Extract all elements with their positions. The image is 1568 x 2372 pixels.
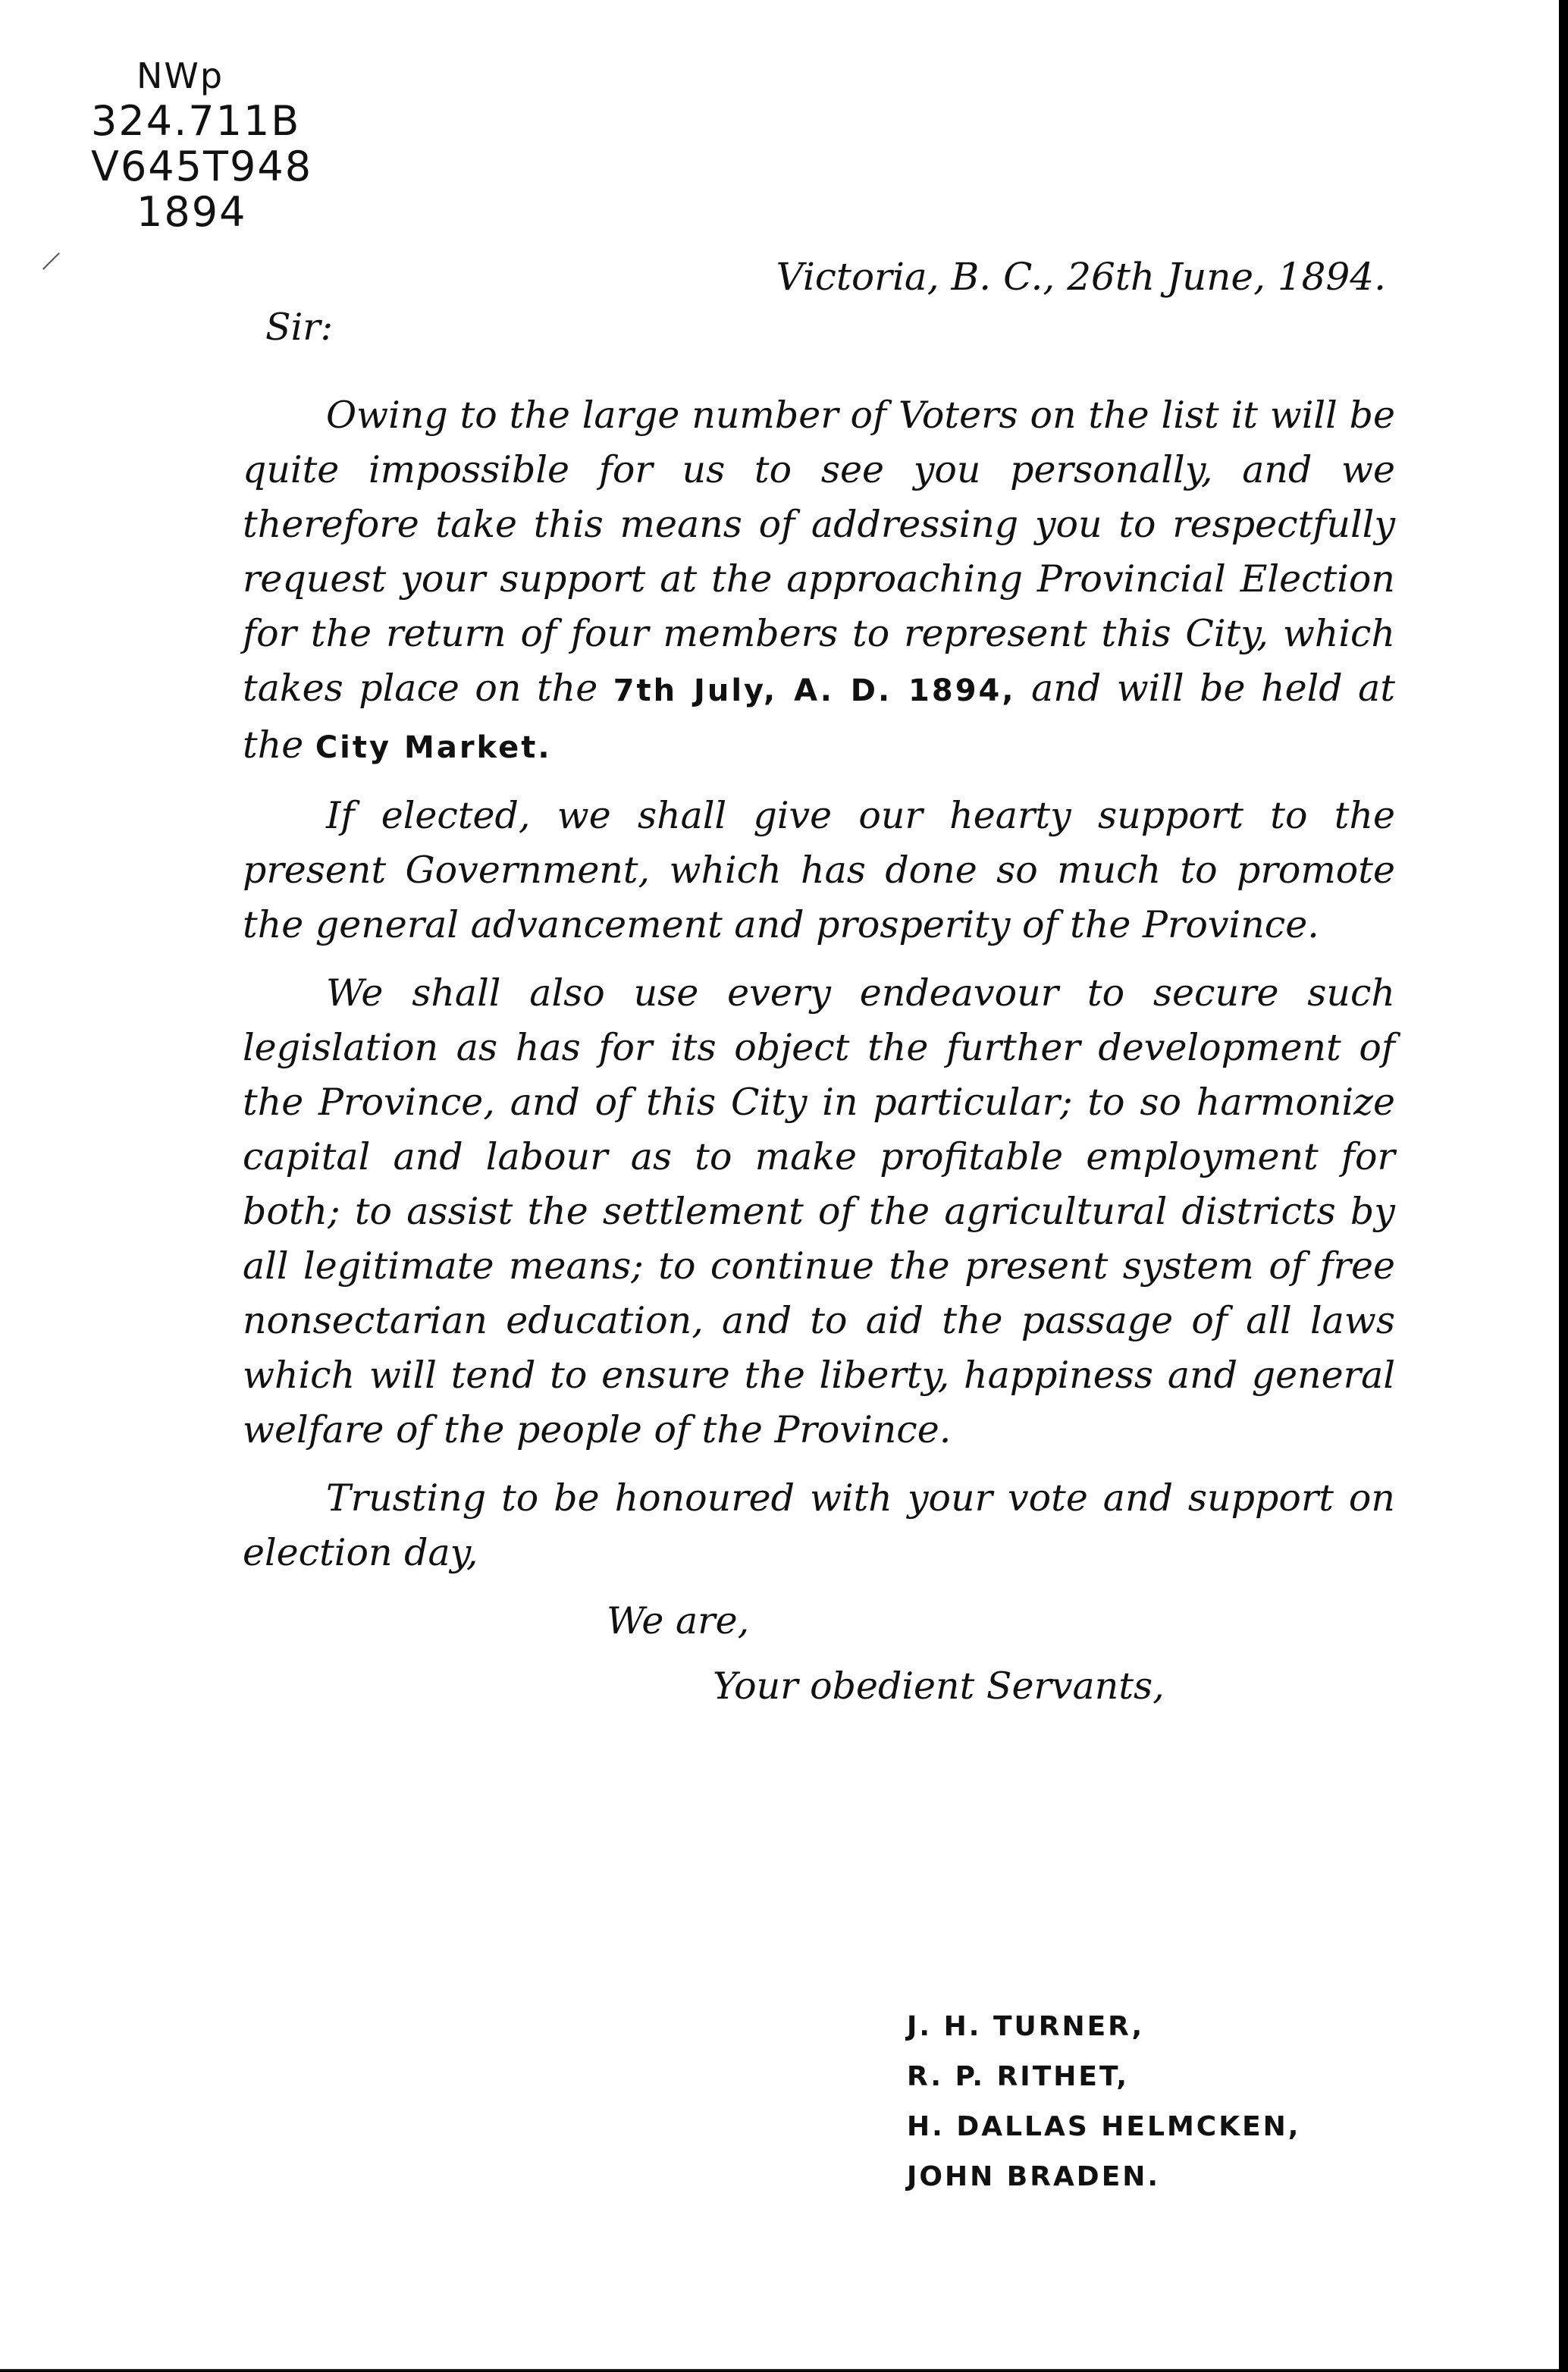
catalog-note-line: NWp bbox=[136, 55, 224, 96]
closing-we-are: We are, bbox=[607, 1599, 750, 1643]
letter-paragraph: If elected, we shall give our hearty support to the present Government, which has done so much to promote the general advancement and prosperity of the Province. bbox=[243, 794, 1395, 946]
signatory-list bbox=[907, 2002, 1300, 2202]
paragraph-text: and will be held at the bbox=[243, 667, 1396, 767]
election-date: 7th July, A. D. 1894, bbox=[613, 673, 1016, 708]
catalog-note-line: V645T948 bbox=[91, 143, 313, 190]
letter-paragraph: Trusting to be honoured with your vote and support on election day, bbox=[243, 1476, 1395, 1574]
letter-body bbox=[243, 250, 1395, 1714]
signatory-name: R. P. RITHET, bbox=[907, 2061, 1130, 2092]
election-place: City Market. bbox=[315, 730, 552, 765]
scan-edge bbox=[1559, 0, 1568, 2372]
signatory-name: JOHN BRADEN. bbox=[907, 2161, 1161, 2192]
letter-dateline: Victoria, B. C., 26th June, 1894. bbox=[776, 255, 1386, 299]
signatory-name: J. H. TURNER, bbox=[907, 2011, 1145, 2042]
closing-servants: Your obedient Servants, bbox=[713, 1664, 1165, 1708]
catalog-note-line: 324.711B bbox=[91, 97, 301, 145]
letter-salutation: Sir: bbox=[265, 306, 334, 349]
signatory-name: H. DALLAS HELMCKEN, bbox=[907, 2111, 1301, 2142]
handwritten-catalog-note bbox=[91, 53, 312, 235]
pencil-mark bbox=[42, 253, 76, 286]
letter-paragraph bbox=[243, 388, 1395, 775]
catalog-note-line: 1894 bbox=[136, 188, 247, 236]
letter-paragraph: We shall also use every endeavour to secure such legislation as has for its object the further development of the Province, and of this City in particular; to so harmonize capital and labour as to make profitable employment for both; to assist the settlement of the agricultural districts by all legitimate means; to continue the present system of free nonsectarian education, and to aid the passage of all laws which will tend to ensure the liberty, happiness and general welfare of the people of the Province. bbox=[243, 971, 1395, 1451]
paragraph-text: Owing to the large number of Voters on the list it will be quite impossible for us to see you personally, and we therefore take this means of addressing you to respectfully request your support at the approaching Provincial Election for the return of four members to represent this City, which takes place on the bbox=[243, 394, 1395, 710]
